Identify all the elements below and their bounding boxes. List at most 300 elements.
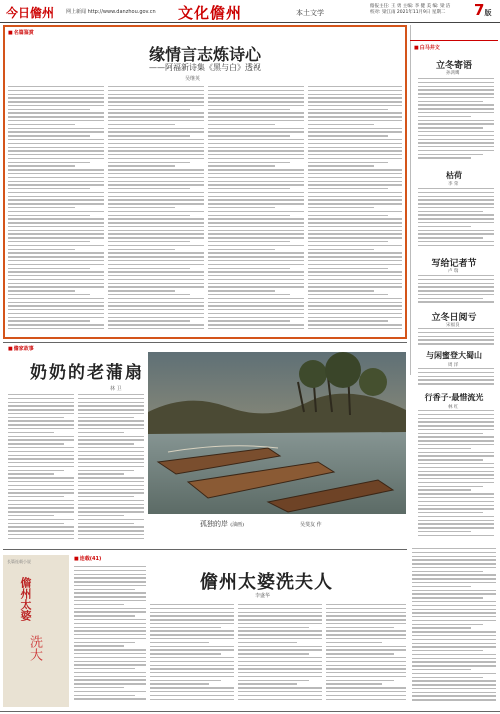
text-line bbox=[412, 699, 496, 700]
text-line bbox=[326, 630, 406, 631]
text-line bbox=[208, 154, 304, 155]
text-line bbox=[108, 105, 204, 106]
text-line bbox=[8, 428, 74, 429]
text-line bbox=[308, 294, 388, 295]
text-line bbox=[8, 245, 104, 246]
text-line bbox=[208, 105, 304, 106]
text-line bbox=[208, 222, 304, 223]
text-line bbox=[8, 507, 74, 508]
text-line bbox=[108, 317, 204, 318]
page-number: 7版 bbox=[474, 1, 492, 19]
text-line bbox=[418, 471, 494, 472]
text-line bbox=[208, 317, 304, 318]
text-line bbox=[78, 507, 144, 508]
text-line bbox=[418, 489, 471, 490]
text-line bbox=[150, 683, 209, 684]
text-line bbox=[418, 120, 494, 121]
text-line bbox=[308, 260, 402, 261]
text-line bbox=[412, 548, 496, 549]
text-line bbox=[108, 203, 204, 204]
text-line bbox=[74, 581, 146, 582]
text-line bbox=[308, 302, 402, 303]
text-line bbox=[308, 86, 402, 87]
text-line bbox=[208, 290, 275, 291]
text-line bbox=[326, 680, 394, 681]
text-line bbox=[108, 298, 204, 299]
text-line bbox=[208, 218, 304, 219]
text-line bbox=[208, 90, 304, 91]
text-line bbox=[418, 298, 483, 299]
column-subtitle: 本土文学 bbox=[296, 9, 324, 17]
text-line bbox=[412, 661, 496, 662]
text-line bbox=[74, 638, 146, 639]
text-line bbox=[418, 127, 483, 128]
text-line bbox=[308, 249, 374, 250]
text-line bbox=[74, 608, 146, 609]
text-line bbox=[418, 372, 494, 373]
text-line bbox=[8, 294, 90, 295]
text-line bbox=[308, 158, 402, 159]
article3-text-column-1 bbox=[74, 566, 146, 706]
book-cover bbox=[3, 555, 69, 707]
text-line bbox=[208, 313, 304, 314]
text-line bbox=[8, 143, 104, 144]
text-line bbox=[8, 105, 104, 106]
text-line bbox=[8, 458, 74, 459]
article2-title: 奶奶的老蒲扇 bbox=[30, 363, 144, 383]
text-line bbox=[208, 328, 304, 329]
text-line bbox=[238, 668, 322, 669]
text-line bbox=[412, 605, 496, 606]
text-line bbox=[208, 101, 304, 102]
text-line bbox=[8, 328, 104, 329]
text-line bbox=[150, 619, 234, 620]
text-line bbox=[150, 668, 234, 669]
text-line bbox=[8, 135, 90, 136]
text-line bbox=[412, 650, 483, 651]
text-line bbox=[326, 672, 406, 673]
text-line bbox=[8, 230, 104, 231]
text-line bbox=[208, 207, 275, 208]
text-line bbox=[208, 135, 290, 136]
editor-meta bbox=[370, 4, 450, 16]
text-line bbox=[412, 574, 496, 575]
text-line bbox=[412, 658, 496, 659]
text-line bbox=[308, 328, 402, 329]
text-line bbox=[412, 677, 483, 678]
poem6-title: 行香子·最惜流光 bbox=[424, 392, 484, 402]
text-line bbox=[8, 481, 74, 482]
text-line bbox=[418, 523, 494, 524]
text-line bbox=[208, 320, 290, 321]
text-line bbox=[308, 184, 402, 185]
text-line bbox=[108, 181, 204, 182]
text-line bbox=[8, 447, 74, 448]
right-section-label: ■ 白马井文 bbox=[414, 44, 440, 51]
text-line bbox=[418, 425, 494, 426]
text-line bbox=[74, 657, 146, 658]
text-line bbox=[308, 150, 402, 151]
text-line bbox=[8, 305, 104, 306]
text-line bbox=[8, 154, 104, 155]
poem1-text bbox=[418, 78, 494, 164]
text-line bbox=[418, 379, 494, 380]
text-line bbox=[74, 574, 146, 575]
text-line bbox=[308, 116, 402, 117]
text-line bbox=[412, 559, 496, 560]
poem6-author: 林 红 bbox=[448, 405, 459, 410]
text-line bbox=[418, 211, 483, 212]
text-line bbox=[418, 336, 494, 337]
text-line bbox=[418, 135, 494, 136]
text-line bbox=[208, 147, 304, 148]
text-line bbox=[412, 627, 471, 628]
text-line bbox=[8, 420, 74, 421]
text-line bbox=[418, 433, 483, 434]
text-line bbox=[308, 283, 402, 284]
text-line bbox=[150, 672, 234, 673]
text-line bbox=[238, 634, 322, 635]
text-line bbox=[8, 211, 104, 212]
text-line bbox=[418, 535, 494, 536]
article3-text-column-5 bbox=[412, 548, 496, 706]
text-line bbox=[238, 615, 322, 616]
text-line bbox=[308, 94, 402, 95]
painting-caption bbox=[200, 519, 244, 529]
text-line bbox=[308, 264, 402, 265]
text-line bbox=[78, 394, 144, 395]
text-line bbox=[108, 226, 204, 227]
text-line bbox=[238, 649, 322, 650]
text-line bbox=[8, 207, 75, 208]
text-line bbox=[78, 526, 144, 527]
text-line bbox=[418, 131, 494, 132]
text-line bbox=[8, 264, 104, 265]
text-line bbox=[412, 673, 496, 674]
text-line bbox=[150, 657, 234, 658]
text-line bbox=[74, 596, 146, 597]
text-line bbox=[8, 290, 75, 291]
text-line bbox=[8, 226, 104, 227]
text-line bbox=[308, 154, 402, 155]
text-line bbox=[8, 309, 104, 310]
text-line bbox=[308, 135, 388, 136]
text-line bbox=[8, 530, 74, 531]
poem1-title: 立冬寄语 bbox=[435, 61, 472, 71]
text-line bbox=[308, 143, 402, 144]
text-line bbox=[326, 623, 406, 624]
text-line bbox=[108, 302, 204, 303]
text-line bbox=[326, 604, 406, 605]
text-line bbox=[8, 279, 104, 280]
text-line bbox=[326, 653, 394, 654]
text-line bbox=[418, 78, 494, 79]
text-line bbox=[326, 699, 406, 700]
text-line bbox=[238, 627, 309, 628]
text-line bbox=[108, 241, 190, 242]
page-bottom-rule bbox=[0, 711, 500, 712]
article3-section-label: ■ 连载(41) bbox=[74, 555, 101, 562]
text-line bbox=[418, 410, 494, 411]
text-line bbox=[412, 590, 496, 591]
text-line bbox=[418, 275, 494, 276]
text-line bbox=[418, 241, 494, 242]
text-line bbox=[108, 112, 204, 113]
text-line bbox=[108, 256, 204, 257]
text-line bbox=[78, 519, 144, 520]
text-line bbox=[238, 612, 322, 613]
text-line bbox=[418, 527, 494, 528]
text-line bbox=[74, 600, 146, 601]
text-line bbox=[208, 192, 304, 193]
text-line bbox=[308, 245, 402, 246]
text-line bbox=[418, 301, 494, 302]
text-line bbox=[108, 124, 175, 125]
text-line bbox=[78, 462, 144, 463]
text-line bbox=[8, 112, 104, 113]
text-line bbox=[108, 320, 190, 321]
text-line bbox=[326, 638, 406, 639]
text-line bbox=[418, 245, 494, 246]
text-line bbox=[108, 86, 204, 87]
text-line bbox=[418, 332, 494, 333]
painting-title: 孤独的岸 bbox=[200, 520, 228, 528]
text-line bbox=[108, 215, 190, 216]
text-line bbox=[8, 109, 90, 110]
text-line bbox=[308, 188, 388, 189]
text-line bbox=[150, 634, 234, 635]
text-line bbox=[8, 519, 74, 520]
text-line bbox=[208, 226, 304, 227]
text-line bbox=[208, 128, 304, 129]
text-line bbox=[326, 608, 406, 609]
text-line bbox=[78, 511, 144, 512]
text-line bbox=[308, 101, 402, 102]
text-line bbox=[418, 444, 494, 445]
text-line bbox=[108, 249, 175, 250]
poem5-text bbox=[418, 368, 494, 390]
article2-author: 林 卫 bbox=[110, 386, 122, 392]
text-line bbox=[74, 566, 146, 567]
text-line bbox=[74, 672, 146, 673]
text-line bbox=[208, 215, 290, 216]
text-line bbox=[308, 215, 388, 216]
text-line bbox=[108, 135, 190, 136]
text-line bbox=[74, 649, 146, 650]
text-line bbox=[74, 623, 146, 624]
text-line bbox=[238, 691, 322, 692]
text-line bbox=[8, 436, 74, 437]
text-line bbox=[418, 233, 494, 234]
text-line bbox=[412, 567, 496, 568]
text-line bbox=[108, 169, 204, 170]
text-line bbox=[108, 199, 204, 200]
text-line bbox=[150, 646, 234, 647]
text-line bbox=[108, 245, 204, 246]
text-line bbox=[418, 142, 494, 143]
text-line bbox=[8, 237, 104, 238]
text-line bbox=[8, 188, 90, 189]
text-line bbox=[412, 620, 496, 621]
text-line bbox=[326, 665, 406, 666]
text-line bbox=[418, 230, 494, 231]
text-line bbox=[412, 612, 496, 613]
text-line bbox=[8, 462, 74, 463]
text-line bbox=[108, 139, 204, 140]
text-line bbox=[418, 192, 494, 193]
text-line bbox=[150, 638, 234, 639]
text-line bbox=[208, 112, 304, 113]
text-line bbox=[418, 501, 494, 502]
text-line bbox=[308, 112, 402, 113]
text-line bbox=[8, 439, 74, 440]
text-line bbox=[418, 93, 494, 94]
text-line bbox=[418, 383, 494, 384]
text-line bbox=[8, 249, 75, 250]
text-line bbox=[108, 131, 204, 132]
text-line bbox=[74, 683, 146, 684]
text-line bbox=[238, 646, 322, 647]
text-line bbox=[208, 286, 304, 287]
text-line bbox=[208, 181, 304, 182]
text-line bbox=[412, 552, 496, 553]
poem1-author: 孙鸿鹰 bbox=[446, 71, 460, 76]
text-line bbox=[326, 619, 406, 620]
text-line bbox=[74, 627, 146, 628]
text-line bbox=[308, 275, 402, 276]
text-line bbox=[418, 222, 494, 223]
text-line bbox=[418, 467, 494, 468]
text-line bbox=[8, 496, 64, 497]
text-line bbox=[418, 86, 494, 87]
text-line bbox=[208, 324, 304, 325]
website-line: 网上新闻 http://www.danzhou.gov.cn bbox=[66, 9, 156, 15]
text-line bbox=[412, 631, 496, 632]
text-line bbox=[78, 428, 144, 429]
text-line bbox=[208, 165, 275, 166]
text-line bbox=[418, 188, 494, 189]
text-line bbox=[418, 283, 494, 284]
text-line bbox=[308, 317, 402, 318]
poem3-text bbox=[418, 275, 494, 307]
text-line bbox=[208, 124, 275, 125]
text-line bbox=[8, 485, 74, 486]
text-line bbox=[8, 128, 104, 129]
article2-text-column-1 bbox=[8, 394, 74, 544]
text-line bbox=[150, 615, 234, 616]
text-line bbox=[418, 505, 494, 506]
text-line bbox=[8, 492, 74, 493]
text-line bbox=[308, 199, 402, 200]
text-line bbox=[208, 131, 304, 132]
text-line bbox=[412, 586, 471, 587]
text-line bbox=[74, 645, 124, 646]
text-line bbox=[78, 515, 124, 516]
text-line bbox=[208, 302, 304, 303]
text-line bbox=[108, 252, 204, 253]
text-line bbox=[78, 538, 144, 539]
text-line bbox=[418, 104, 494, 105]
text-line bbox=[238, 665, 322, 666]
text-line bbox=[8, 538, 74, 539]
text-line bbox=[108, 192, 204, 193]
text-line bbox=[418, 154, 483, 155]
text-line bbox=[308, 181, 402, 182]
text-line bbox=[8, 162, 90, 163]
text-line bbox=[418, 101, 483, 102]
text-line bbox=[8, 101, 104, 102]
text-line bbox=[78, 492, 144, 493]
text-line bbox=[418, 448, 471, 449]
text-line bbox=[418, 108, 494, 109]
article3-title: 儋州太婆洗夫人 bbox=[200, 572, 333, 593]
text-line bbox=[308, 139, 402, 140]
text-line bbox=[8, 97, 104, 98]
text-line bbox=[150, 687, 234, 688]
text-line bbox=[108, 120, 204, 121]
text-line bbox=[108, 283, 204, 284]
text-line bbox=[108, 271, 204, 272]
text-line bbox=[238, 623, 322, 624]
text-line bbox=[308, 90, 402, 91]
text-line bbox=[418, 82, 494, 83]
text-line bbox=[108, 279, 204, 280]
text-line bbox=[78, 420, 144, 421]
text-line bbox=[418, 440, 494, 441]
text-line bbox=[238, 661, 322, 662]
text-line bbox=[418, 512, 483, 513]
text-line bbox=[208, 249, 275, 250]
text-line bbox=[74, 642, 135, 643]
poem4-title: 立冬日阅亏 bbox=[431, 313, 477, 323]
text-line bbox=[8, 515, 54, 516]
text-line bbox=[8, 271, 104, 272]
text-line bbox=[308, 97, 402, 98]
text-line bbox=[8, 233, 104, 234]
text-line bbox=[208, 271, 304, 272]
text-line bbox=[208, 109, 290, 110]
text-line bbox=[8, 394, 74, 395]
text-line bbox=[8, 173, 104, 174]
text-line bbox=[308, 192, 402, 193]
text-line bbox=[8, 150, 104, 151]
text-line bbox=[8, 158, 104, 159]
text-line bbox=[308, 222, 402, 223]
text-line bbox=[238, 676, 322, 677]
text-line bbox=[418, 196, 494, 197]
text-line bbox=[418, 368, 494, 369]
text-line bbox=[78, 413, 144, 414]
text-line bbox=[418, 157, 471, 158]
text-line bbox=[74, 570, 146, 571]
text-line bbox=[418, 203, 494, 204]
text-line bbox=[326, 642, 382, 643]
text-line bbox=[108, 90, 204, 91]
text-line bbox=[78, 439, 144, 440]
text-line bbox=[208, 188, 290, 189]
poem3-author: 卢 瑞 bbox=[448, 269, 459, 274]
text-line bbox=[8, 215, 90, 216]
text-line bbox=[308, 128, 402, 129]
text-line bbox=[150, 642, 209, 643]
text-line bbox=[308, 324, 402, 325]
text-line bbox=[326, 627, 394, 628]
text-line bbox=[412, 695, 496, 696]
book-label: 长篇连载小说 bbox=[7, 559, 31, 564]
text-line bbox=[412, 609, 496, 610]
text-line bbox=[208, 283, 304, 284]
newspaper-logo: 今日儋州 bbox=[6, 6, 55, 20]
